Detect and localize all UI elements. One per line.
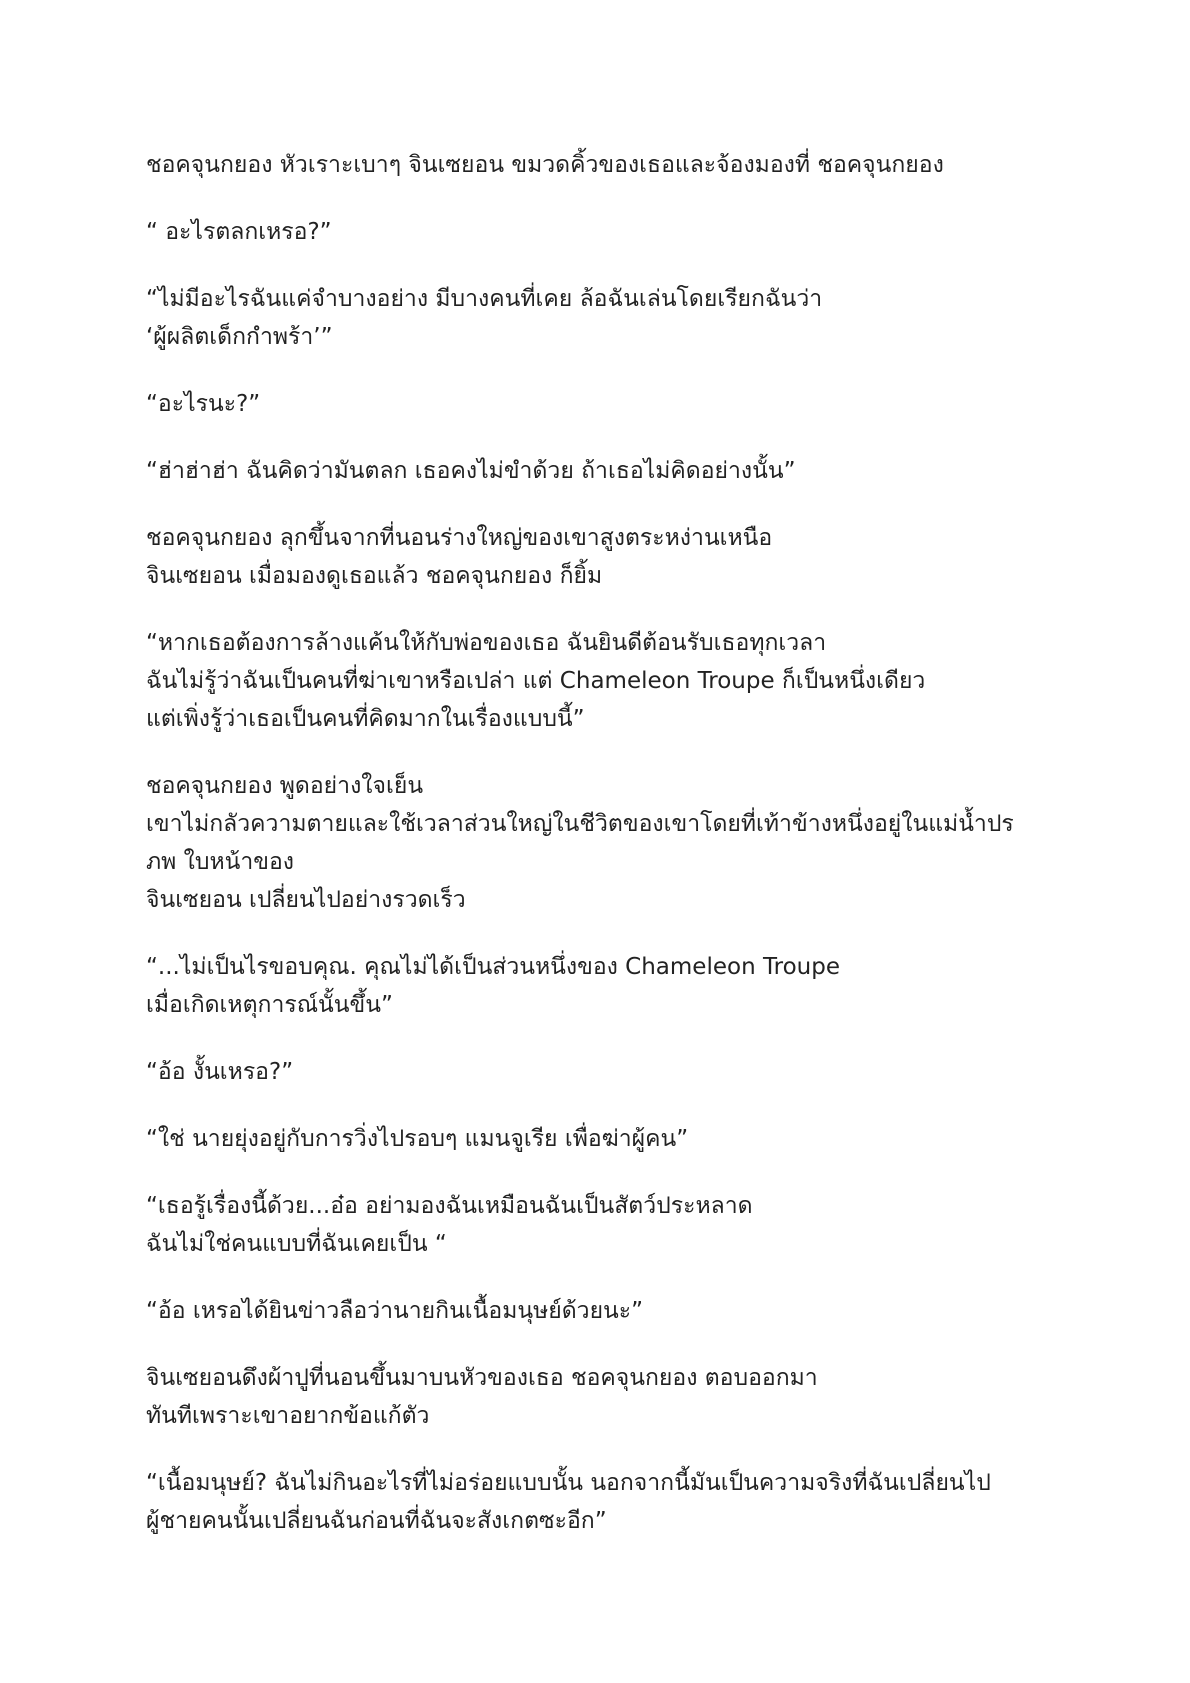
paragraph bbox=[146, 213, 1066, 251]
text-line: เขาไม่กลัวความตายและใช้เวลาส่วนใหญ่ในชีวิตของเขาโดยที่เท้าข้างหนึ่งอยู่ในแม่น้ำปร bbox=[146, 811, 1014, 837]
paragraph bbox=[146, 1292, 1066, 1330]
text-line: “ อะไรตลกเหรอ?” bbox=[146, 219, 332, 245]
text-line: ฉันไม่ใช่คนแบบที่ฉันเคยเป็น “ bbox=[146, 1231, 447, 1257]
text-line: จินเซยอน เมื่อมองดูเธอแล้ว ชอคจุนกยอง ก็ยิ้ม bbox=[146, 563, 603, 589]
paragraph bbox=[146, 1120, 1066, 1158]
document-body bbox=[146, 146, 1066, 1569]
paragraph bbox=[146, 385, 1066, 423]
text-line: “อ้อ เหรอได้ยินข่าวลือว่านายกินเนื้อมนุษย์ด้วยนะ” bbox=[146, 1298, 644, 1324]
text-line: “เนื้อมนุษย์? ฉันไม่กินอะไรที่ไม่อร่อยแบบนั้น นอกจากนี้มันเป็นความจริงที่ฉันเปลี่ยนไป bbox=[146, 1470, 991, 1496]
paragraph bbox=[146, 624, 1066, 738]
text-line: ฉันไม่รู้ว่าฉันเป็นคนที่ฆ่าเขาหรือเปล่า แต่ Chameleon Troupe ก็เป็นหนึ่งเดียว bbox=[146, 668, 926, 694]
text-line: แต่เพิ่งรู้ว่าเธอเป็นคนที่คิดมากในเรื่องแบบนี้” bbox=[146, 706, 585, 732]
paragraph bbox=[146, 146, 1066, 184]
text-line: “หากเธอต้องการล้างแค้นให้กับพ่อของเธอ ฉันยินดีต้อนรับเธอทุกเวลา bbox=[146, 630, 827, 656]
paragraph bbox=[146, 1464, 1066, 1540]
text-line: “เธอรู้เรื่องนี้ด้วย...อ๋อ อย่ามองฉันเหมือนฉันเป็นสัตว์ประหลาด bbox=[146, 1193, 753, 1219]
paragraph bbox=[146, 452, 1066, 490]
text-line: เมื่อเกิดเหตุการณ์นั้นขึ้น” bbox=[146, 992, 393, 1018]
text-line: “อ้อ งั้นเหรอ?” bbox=[146, 1059, 294, 1085]
text-line: ‘ผู้ผลิตเด็กกำพร้า’” bbox=[146, 324, 333, 350]
text-line: ทันทีเพราะเขาอยากข้อแก้ตัว bbox=[146, 1403, 430, 1429]
paragraph bbox=[146, 767, 1066, 919]
paragraph bbox=[146, 948, 1066, 1024]
text-line: ผู้ชายคนนั้นเปลี่ยนฉันก่อนที่ฉันจะสังเกตซะอีก” bbox=[146, 1508, 607, 1534]
text-line: “ใช่ นายยุ่งอยู่กับการวิ่งไปรอบๆ แมนจูเรีย เพื่อฆ่าผู้คน” bbox=[146, 1126, 689, 1152]
paragraph bbox=[146, 280, 1066, 356]
paragraph bbox=[146, 519, 1066, 595]
paragraph bbox=[146, 1053, 1066, 1091]
text-line: “ไม่มีอะไรฉันแค่จำบางอย่าง มีบางคนที่เคย ล้อฉันเล่นโดยเรียกฉันว่า bbox=[146, 286, 823, 312]
text-line: จินเซยอนดึงผ้าปูที่นอนขึ้นมาบนหัวของเธอ ชอคจุนกยอง ตอบออกมา bbox=[146, 1365, 818, 1391]
paragraph bbox=[146, 1187, 1066, 1263]
text-line: จินเซยอน เปลี่ยนไปอย่างรวดเร็ว bbox=[146, 887, 466, 913]
text-line: “อะไรนะ?” bbox=[146, 391, 261, 417]
text-line: ชอคจุนกยอง พูดอย่างใจเย็น bbox=[146, 773, 424, 799]
text-line: ภพ ใบหน้าของ bbox=[146, 849, 295, 875]
text-line: ชอคจุนกยอง หัวเราะเบาๆ จินเซยอน ขมวดคิ้วของเธอและจ้องมองที่ ชอคจุนกยอง bbox=[146, 152, 944, 178]
text-line: “...ไม่เป็นไรขอบคุณ. คุณไม่ได้เป็นส่วนหนึ่งของ Chameleon Troupe bbox=[146, 954, 840, 980]
paragraph bbox=[146, 1359, 1066, 1435]
text-line: “ฮ่าฮ่าฮ่า ฉันคิดว่ามันตลก เธอคงไม่ขำด้วย ถ้าเธอไม่คิดอย่างนั้น” bbox=[146, 458, 796, 484]
text-line: ชอคจุนกยอง ลุกขึ้นจากที่นอนร่างใหญ่ของเขาสูงตระหง่านเหนือ bbox=[146, 525, 773, 551]
